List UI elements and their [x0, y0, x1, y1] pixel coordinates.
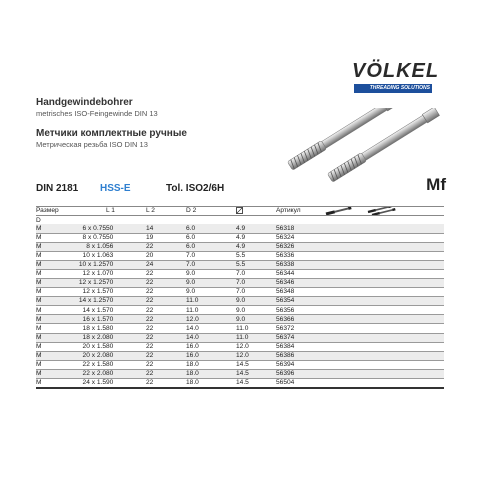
table-row [36, 324, 444, 333]
square-drive-icon [236, 207, 243, 214]
table-row [36, 342, 444, 351]
product-table [36, 206, 444, 389]
cell-empty [324, 315, 366, 324]
cell-d2: 18.0 [186, 361, 199, 369]
cell-sq: 12.0 [236, 342, 249, 350]
cell-size: 12 x 1.5 [82, 288, 107, 296]
cell-empty [324, 242, 366, 251]
cell-size: 20 x 2.0 [50, 351, 106, 360]
cell-size: 8 x 1.0 [50, 242, 106, 251]
cell-art: 56372 [276, 324, 295, 332]
cell-l1: 70 [106, 297, 146, 306]
cell-d2: 18.0 [186, 369, 236, 378]
cell-size: 6 x 0.75 [50, 224, 106, 233]
cell-m: M [36, 369, 50, 378]
cell-empty [366, 306, 444, 315]
cell-empty [366, 333, 444, 342]
tap-set-icon [366, 207, 400, 215]
table-row [36, 379, 444, 389]
cell-l1: 70 [106, 288, 114, 296]
cell-art: 56346 [276, 279, 324, 288]
russian-title: Метчики комплектные ручные [36, 128, 187, 139]
cell-empty [324, 279, 366, 288]
table-row [36, 288, 444, 297]
spec-line [36, 175, 446, 199]
cell-empty [324, 233, 366, 242]
cell-sq: 4.9 [236, 224, 276, 233]
table-row [36, 260, 444, 269]
cell-l2: 22 [146, 315, 186, 324]
cell-sq: 11.0 [236, 333, 276, 342]
cell-empty [324, 269, 366, 278]
cell-art: 56504 [276, 379, 295, 387]
table-row [36, 279, 444, 288]
cell-sq: 11.0 [236, 324, 249, 332]
cell-empty [366, 279, 444, 288]
table-row [36, 242, 444, 251]
cell-empty [324, 251, 366, 260]
cell-d2: 12.0 [186, 315, 236, 324]
cell-m: M [36, 351, 50, 360]
cell-empty [324, 342, 366, 351]
cell-size: 8 x 0.75 [82, 233, 107, 241]
cell-d2: 9.0 [186, 279, 236, 288]
cell-l2: 22 [146, 324, 154, 332]
cell-l2: 22 [146, 351, 186, 360]
cell-l1: 70 [106, 260, 146, 269]
cell-empty [366, 360, 444, 369]
cell-l1: 80 [106, 324, 114, 332]
cell-l2: 22 [146, 270, 154, 278]
cell-m: M [36, 361, 42, 369]
cell-l2: 14 [146, 224, 186, 233]
cell-art: 56384 [276, 342, 295, 350]
din-standard: DIN 2181 [36, 183, 79, 194]
cell-empty [324, 288, 366, 297]
cell-art: 56324 [276, 233, 295, 241]
header-icon-set [366, 207, 444, 216]
cell-empty [366, 242, 444, 251]
cell-m: M [36, 270, 42, 278]
cell-empty [366, 342, 444, 351]
cell-sq: 14.5 [236, 379, 249, 387]
brand-name: VÖLKEL [352, 60, 440, 82]
cell-l2: 22 [146, 342, 154, 350]
cell-sq: 7.0 [236, 288, 246, 296]
cell-art: 56356 [276, 306, 295, 314]
cell-m: M [36, 224, 50, 233]
tap-image-back [327, 108, 439, 182]
cell-sq: 5.5 [236, 260, 276, 269]
cell-m: M [36, 260, 50, 269]
cell-m: M [36, 324, 42, 332]
cell-d2: 16.0 [186, 351, 236, 360]
cell-d2: 18.0 [186, 379, 199, 387]
cell-empty [366, 233, 444, 242]
cell-d2: 6.0 [186, 233, 196, 241]
cell-empty [366, 297, 444, 306]
cell-d2: 11.0 [186, 297, 236, 306]
cell-l1: 56 [106, 242, 146, 251]
cell-empty [366, 324, 444, 333]
cell-m: M [36, 242, 50, 251]
header-l2: L 2 [146, 207, 186, 216]
cell-sq: 12.0 [236, 351, 276, 360]
cell-art: 56366 [276, 315, 324, 324]
cell-size: 14 x 1.25 [50, 297, 106, 306]
cell-empty [324, 306, 366, 315]
cell-l2: 22 [146, 288, 154, 296]
cell-empty [324, 333, 366, 342]
title-block [36, 97, 266, 150]
header-d2: D 2 [186, 207, 236, 216]
table-row [36, 306, 444, 315]
tap-set-image [286, 108, 446, 188]
material-grade: HSS-E [100, 183, 131, 194]
cell-l1: 90 [106, 379, 114, 387]
cell-size: 18 x 2.0 [50, 333, 106, 342]
table-row [36, 224, 444, 233]
cell-m: M [36, 233, 42, 241]
cell-sq: 4.9 [236, 242, 276, 251]
cell-empty [366, 260, 444, 269]
cell-d2: 16.0 [186, 342, 199, 350]
cell-m: M [36, 251, 42, 259]
cell-art: 56396 [276, 369, 324, 378]
cell-empty [366, 269, 444, 278]
header-article: Артикул [276, 207, 324, 216]
cell-size: 18 x 1.5 [82, 324, 107, 332]
cell-l2: 24 [146, 260, 186, 269]
cell-empty [366, 369, 444, 378]
table-row [36, 333, 444, 342]
cell-size: 22 x 1.5 [82, 361, 107, 369]
cell-m: M [36, 288, 42, 296]
tap-image-front [287, 108, 399, 170]
header-square [236, 207, 276, 216]
cell-size: 14 x 1.5 [82, 306, 107, 314]
cell-size: 10 x 1.0 [82, 251, 107, 259]
cell-empty [366, 379, 444, 389]
cell-sq: 14.5 [236, 361, 249, 369]
cell-l2: 22 [146, 242, 186, 251]
cell-sq: 7.0 [236, 279, 276, 288]
cell-empty [324, 360, 366, 369]
cell-empty [324, 297, 366, 306]
cell-l2: 22 [146, 369, 186, 378]
cell-l1: 70 [106, 279, 146, 288]
russian-subtitle: Метрическая резьба ISO DIN 13 [36, 140, 148, 149]
cell-m: M [36, 297, 50, 306]
cell-l2: 22 [146, 379, 154, 387]
cell-d2: 9.0 [186, 288, 196, 296]
cell-empty [366, 351, 444, 360]
tolerance: Tol. ISO2/6H [166, 183, 225, 194]
cell-d2: 7.0 [186, 251, 196, 259]
cell-size: 12 x 1.0 [82, 270, 107, 278]
cell-art: 56318 [276, 224, 324, 233]
cell-empty [324, 224, 366, 233]
cell-sq: 9.0 [236, 306, 246, 314]
cell-art: 56336 [276, 251, 295, 259]
cell-l1: 70 [106, 315, 146, 324]
cell-m: M [36, 279, 50, 288]
table-row [36, 233, 444, 242]
cell-empty [324, 351, 366, 360]
header-size: Размер [36, 207, 106, 216]
cell-art: 56326 [276, 242, 324, 251]
cell-l1: 50 [106, 224, 146, 233]
brand-tagline: THREADING SOLUTIONS [354, 84, 432, 93]
header-d: D [36, 216, 50, 225]
cell-l1: 63 [106, 251, 114, 259]
cell-sq: 4.9 [236, 233, 246, 241]
cell-empty [366, 288, 444, 297]
thread-type-label: Mf [426, 175, 446, 194]
cell-size: 22 x 2.0 [50, 369, 106, 378]
cell-sq: 9.0 [236, 315, 276, 324]
table-row [36, 297, 444, 306]
cell-art: 56394 [276, 361, 295, 369]
table-row [36, 369, 444, 378]
cell-empty [324, 324, 366, 333]
cell-m: M [36, 333, 50, 342]
cell-l1: 80 [106, 351, 146, 360]
table-subheader-row [36, 216, 444, 225]
cell-l1: 70 [106, 306, 114, 314]
cell-size: 12 x 1.25 [50, 279, 106, 288]
cell-m: M [36, 315, 50, 324]
cell-art: 56348 [276, 288, 295, 296]
german-title: Handgewindebohrer [36, 97, 133, 108]
cell-l2: 22 [146, 279, 186, 288]
cell-art: 56344 [276, 270, 295, 278]
cell-size: 20 x 1.5 [82, 342, 107, 350]
cell-l2: 19 [146, 233, 154, 241]
cell-d2: 6.0 [186, 224, 236, 233]
table-body [36, 224, 444, 388]
cell-empty [324, 379, 366, 389]
table-row [36, 251, 444, 260]
cell-d2: 14.0 [186, 333, 236, 342]
cell-l1: 80 [106, 369, 146, 378]
cell-art: 56386 [276, 351, 324, 360]
cell-sq: 14.5 [236, 369, 276, 378]
table-row [36, 315, 444, 324]
cell-empty [366, 315, 444, 324]
cell-art: 56374 [276, 333, 324, 342]
table-header-row [36, 207, 444, 216]
cell-size: 10 x 1.25 [50, 260, 106, 269]
cell-l1: 80 [106, 342, 114, 350]
table-row [36, 269, 444, 278]
cell-d2: 14.0 [186, 324, 199, 332]
cell-art: 56354 [276, 297, 324, 306]
cell-l2: 22 [146, 333, 186, 342]
cell-l2: 22 [146, 297, 186, 306]
cell-d2: 11.0 [186, 306, 199, 314]
single-tap-icon [324, 207, 354, 215]
cell-d2: 7.0 [186, 260, 236, 269]
cell-l2: 22 [146, 306, 154, 314]
cell-l2: 22 [146, 361, 154, 369]
cell-l2: 20 [146, 251, 154, 259]
cell-size: 16 x 1.5 [50, 315, 106, 324]
cell-d2: 9.0 [186, 270, 196, 278]
cell-m: M [36, 379, 42, 387]
cell-empty [324, 369, 366, 378]
table-row [36, 360, 444, 369]
cell-art: 56338 [276, 260, 324, 269]
brand-logo [352, 60, 440, 94]
cell-l1: 50 [106, 233, 114, 241]
header-l1: L 1 [106, 207, 146, 216]
cell-m: M [36, 306, 42, 314]
cell-d2: 6.0 [186, 242, 236, 251]
cell-size: 24 x 1.5 [82, 379, 107, 387]
cell-l1: 70 [106, 270, 114, 278]
cell-sq: 7.0 [236, 270, 246, 278]
cell-l1: 80 [106, 333, 146, 342]
table-row [36, 351, 444, 360]
cell-sq: 5.5 [236, 251, 246, 259]
cell-l1: 80 [106, 361, 114, 369]
cell-empty [366, 251, 444, 260]
cell-m: M [36, 342, 42, 350]
cell-empty [366, 224, 444, 233]
cell-empty [324, 260, 366, 269]
cell-sq: 9.0 [236, 297, 276, 306]
german-subtitle: metrisches ISO-Feingewinde DIN 13 [36, 109, 158, 118]
header-icon-single [324, 207, 366, 216]
